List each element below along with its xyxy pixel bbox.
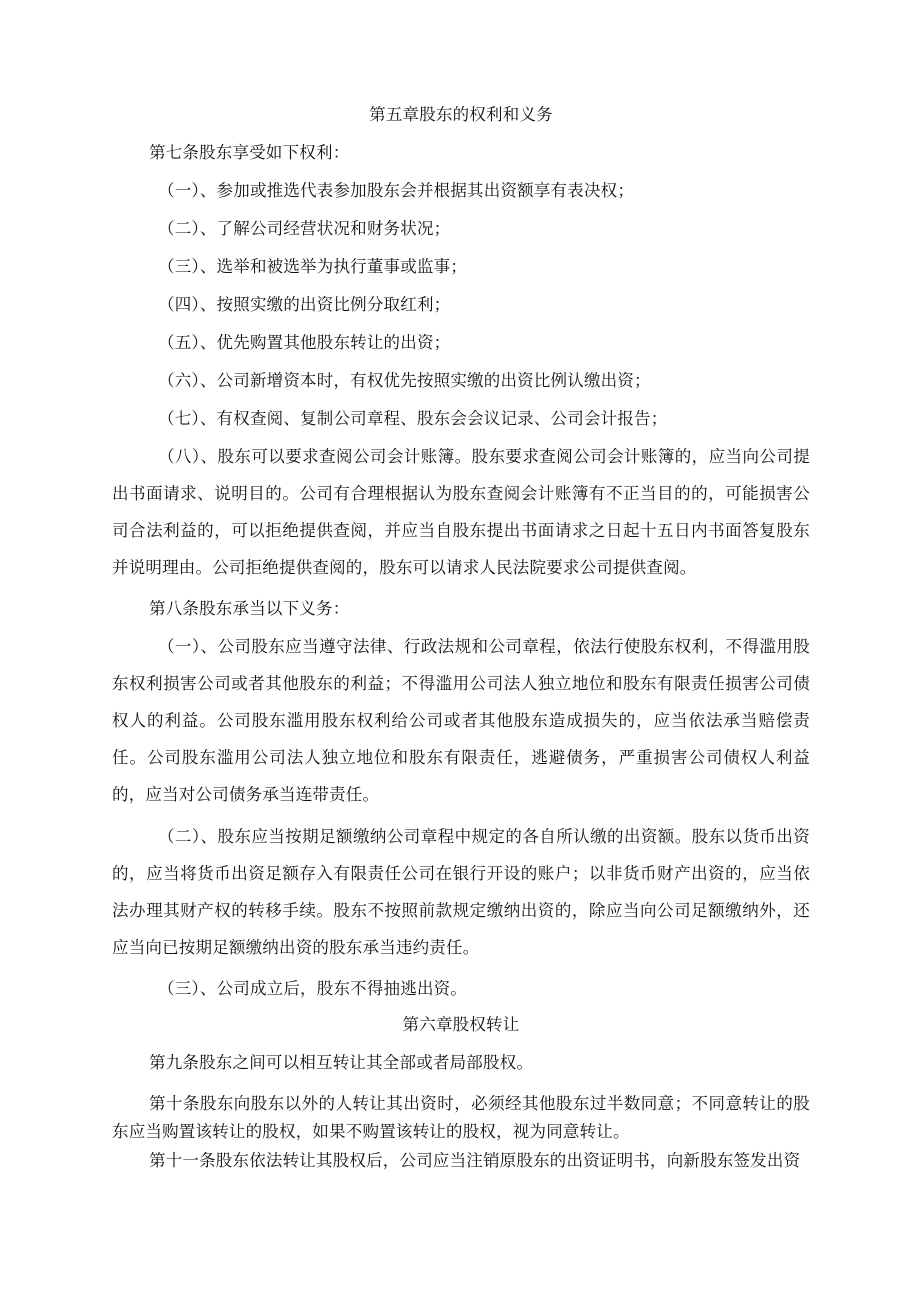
obligation-item-1: （一）、公司股东应当遵守法律、行政法规和公司章程，依法行使股东权利，不得滥用股东权利损害公司或者其他股东的利益；不得滥用公司法人独立地位和股东有限责任损害公司债权人的利益。公司股东滥用股东权利给公司或者其他股东造成损失的，应当依法承当赔偿责任。公司股东滥用公司法人独立地位和股东有限责任，逃避债务，严重损害公司债权人利益的，应当对公司债务承当连带责任。: [112, 637, 810, 804]
article8-intro: 第八条股东承当以下义务：: [149, 599, 350, 618]
article10: 第十条股东向股东以外的人转让其出资时，必须经其他股东过半数同意；不同意转让的股东应当购置该转让的股权，如果不购置该转让的股权，视为同意转让。: [112, 1094, 810, 1141]
obligation-item-2: （二）、股东应当按期足额缴纳公司章程中规定的各自所认缴的出资额。股东以货币出资的，应当将货币出资足额存入有限责任公司在银行开设的账户；以非货币财产出资的，应当依法办理其财产权的转移手续。股东不按照前款规定缴纳出资的，除应当向公司足额缴纳外，还应当向已按期足额缴纳出资的股东承当违约责任。: [112, 827, 810, 957]
right-item-1: （一）、参加或推选代表参加股东会并根据其出资额享有表决权；: [158, 181, 635, 200]
right-item-4: （四）、按照实缴的出资比例分取红利；: [158, 295, 451, 314]
right-item-8: （八）、股东可以要求查阅公司会计账簿。股东要求查阅公司会计账簿的，应当向公司提出书面请求、说明目的。公司有合理根据认为股东查阅会计账簿有不正当目的的，可能损害公司合法利益的，可以拒绝提供查阅，并应当自股东提出书面请求之日起十五日内书面答复股东并说明理由。公司拒绝提供查阅的，股东可以请求人民法院要求公司提供查阅。: [112, 447, 810, 577]
chapter5-title: 第五章股东的权利和义务: [369, 105, 553, 124]
right-item-2: （二）、了解公司经营状况和财务状况；: [158, 219, 451, 238]
article9: 第九条股东之间可以相互转让其全部或者局部股权。: [149, 1053, 534, 1072]
right-item-5: （五）、优先购置其他股东转让的出资；: [158, 333, 451, 352]
obligation-item-3: （三）、公司成立后，股东不得抽逃出资。: [158, 979, 468, 998]
right-item-3: （三）、选举和被选举为执行董事或监事；: [158, 257, 468, 276]
chapter6-title: 第六章股权转让: [402, 1015, 520, 1034]
article11: 第十一条股东依法转让其股权后，公司应当注销原股东的出资证明书，向新股东签发出资: [149, 1151, 801, 1170]
article7-intro: 第七条股东享受如下权利：: [149, 143, 350, 162]
right-item-7: （七）、有权查阅、复制公司章程、股东会会议记录、公司会计报告；: [158, 409, 668, 428]
right-item-6: （六）、公司新增资本时，有权优先按照实缴的出资比例认缴出资；: [158, 371, 651, 390]
